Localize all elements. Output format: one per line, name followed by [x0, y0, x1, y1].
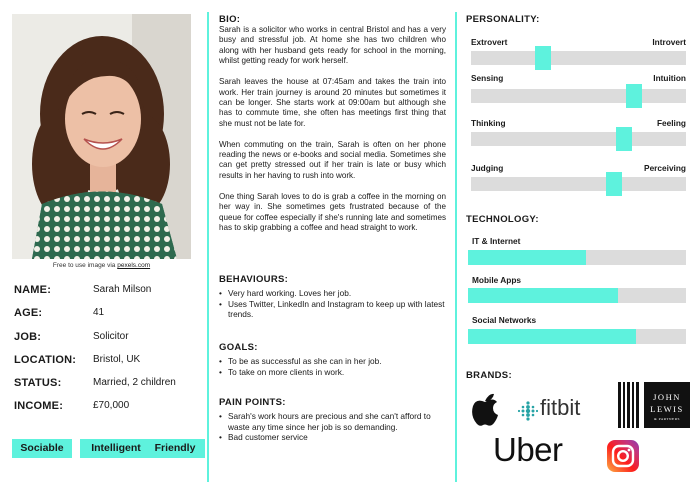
bio-section [219, 14, 446, 233]
photo-caption [12, 262, 191, 269]
tech-fill [468, 288, 618, 303]
personality-title: PERSONALITY: [466, 14, 540, 25]
column-divider-left [207, 12, 209, 482]
income-label-text: INCOME [14, 400, 60, 413]
tech-label: Social Networks [472, 315, 537, 325]
job-label: JOB: [14, 330, 42, 343]
john-lewis-logo [618, 382, 690, 430]
scale-right-label: Feeling [656, 118, 686, 128]
bio-paragraph: When commuting on the train, Sarah is often on her phone reading the news or e-books and social media. Sometimes she can get pretty stressed out if her train is late or busy which results in her having to rush into work. [219, 139, 446, 180]
tech-bar-it [468, 236, 686, 246]
scale-left-label: Sensing [471, 73, 504, 83]
fitbit-text: fitbit [540, 395, 581, 420]
fitbit-dots-icon [517, 400, 539, 422]
bio-paragraph: Sarah leaves the house at 07:45am and takes the train into work. Her train journey is around 20 minutes but sometimes it can be longer. She starts work at 09:00am but although she has to commute time, she often has meetings first thing that she must not be late for. [219, 77, 446, 128]
scale-track [471, 132, 686, 146]
tech-fill [468, 329, 636, 344]
info-row-name [14, 284, 200, 307]
list-item: • Uses Twitter, LinkedIn and Instagram to keep up with latest trends. [219, 299, 449, 320]
fitbit-logo [517, 395, 607, 422]
tech-track [468, 250, 686, 265]
tech-label: Mobile Apps [472, 275, 522, 285]
apple-logo-icon [470, 392, 500, 426]
age-value: 41 [93, 307, 105, 319]
tech-bar-mobile [468, 275, 686, 285]
uber-logo: Uber [493, 431, 563, 468]
list-item: • Bad customer service [219, 432, 449, 443]
scale-knob[interactable] [606, 172, 622, 196]
instagram-icon [607, 440, 639, 472]
scale-left-label: Extrovert [471, 37, 508, 47]
status-value: Married, 2 children [93, 377, 176, 389]
scale-left-label: Thinking [471, 118, 506, 128]
info-row-age [14, 307, 200, 330]
scale-left-label: Judging [471, 163, 504, 173]
bio-title: BIO: [219, 14, 241, 25]
info-row-location [14, 354, 200, 377]
list-item: • Sarah's work hours are precious and she can't afford to waste any time since her job is so demanding. [219, 411, 449, 432]
pexels-link[interactable]: pexels.com [117, 262, 151, 269]
partners-text: & PARTNERS [654, 417, 680, 421]
john-lewis-box [644, 382, 690, 428]
trait-tag-friendly: Friendly [145, 439, 205, 458]
info-row-status [14, 377, 200, 400]
list-item: • Very hard working. Loves her job. [219, 288, 449, 299]
john-lewis-stripes-icon [618, 382, 642, 428]
behaviours-section [219, 274, 449, 320]
persona-info-table [14, 284, 200, 424]
pain-points-section [219, 397, 449, 443]
behaviours-title: BEHAVIOURS: [219, 274, 289, 285]
bio-paragraph: One thing Sarah loves to do is grab a coffee in the morning on her way in. She sometimes gets frustrated because of the queue for coffee especially if she's running late and sometimes has to skip grabbing a coffee and head straight to work. [219, 191, 446, 232]
tech-label: IT & Internet [472, 236, 521, 246]
tech-track [468, 288, 686, 303]
persona-photo [12, 14, 191, 259]
list-item: • To take on more clients in work. [219, 367, 449, 378]
tech-track [468, 329, 686, 344]
tech-fill [468, 250, 586, 265]
job-value: Solicitor [93, 330, 129, 342]
info-row-job [14, 331, 200, 354]
personality-scale [471, 37, 686, 49]
personality-scale [471, 163, 686, 175]
goals-title: GOALS: [219, 342, 258, 353]
personality-scale [471, 73, 686, 85]
tech-bar-social [468, 315, 686, 325]
name-label: NAME: [14, 284, 52, 296]
scale-right-label: Perceiving [644, 163, 686, 173]
trait-tag-sociable: Sociable [12, 439, 72, 458]
brands-title: BRANDS: [466, 370, 512, 381]
bio-paragraph: Sarah is a solicitor who works in central Bristol and has a very busy and stressful job. At home she has two children who along with her husband gets ready for school in the morning, whilst getting ready for work herself. [219, 25, 446, 66]
scale-track [471, 177, 686, 191]
scale-right-label: Introvert [652, 37, 686, 47]
john-text: JOHN [653, 392, 681, 402]
list-item: • To be as successful as she can in her job. [219, 356, 449, 367]
income-label: INCOME: [14, 400, 64, 413]
lewis-text: LEWIS [650, 404, 684, 414]
goals-section [219, 342, 449, 377]
name-value: Sarah Milson [93, 284, 152, 295]
income-value: £70,000 [93, 400, 130, 412]
caption-text: Free to use image via [52, 262, 118, 269]
technology-title: TECHNOLOGY: [466, 214, 539, 225]
scale-knob[interactable] [535, 46, 551, 70]
location-label: LOCATION: [14, 353, 77, 366]
scale-knob[interactable] [626, 84, 642, 108]
age-label: AGE: [14, 307, 43, 320]
column-divider-right [455, 12, 457, 482]
personality-scale [471, 118, 686, 130]
info-row-income [14, 400, 200, 423]
scale-track [471, 89, 686, 103]
scale-right-label: Intuition [653, 73, 686, 83]
scale-knob[interactable] [616, 127, 632, 151]
location-value: Bristol, UK [93, 353, 141, 365]
status-label: STATUS: [14, 377, 62, 390]
scale-track [471, 51, 686, 65]
trait-tag-intelligent: Intelligent [80, 439, 152, 458]
pain-points-title: PAIN POINTS: [219, 397, 286, 408]
